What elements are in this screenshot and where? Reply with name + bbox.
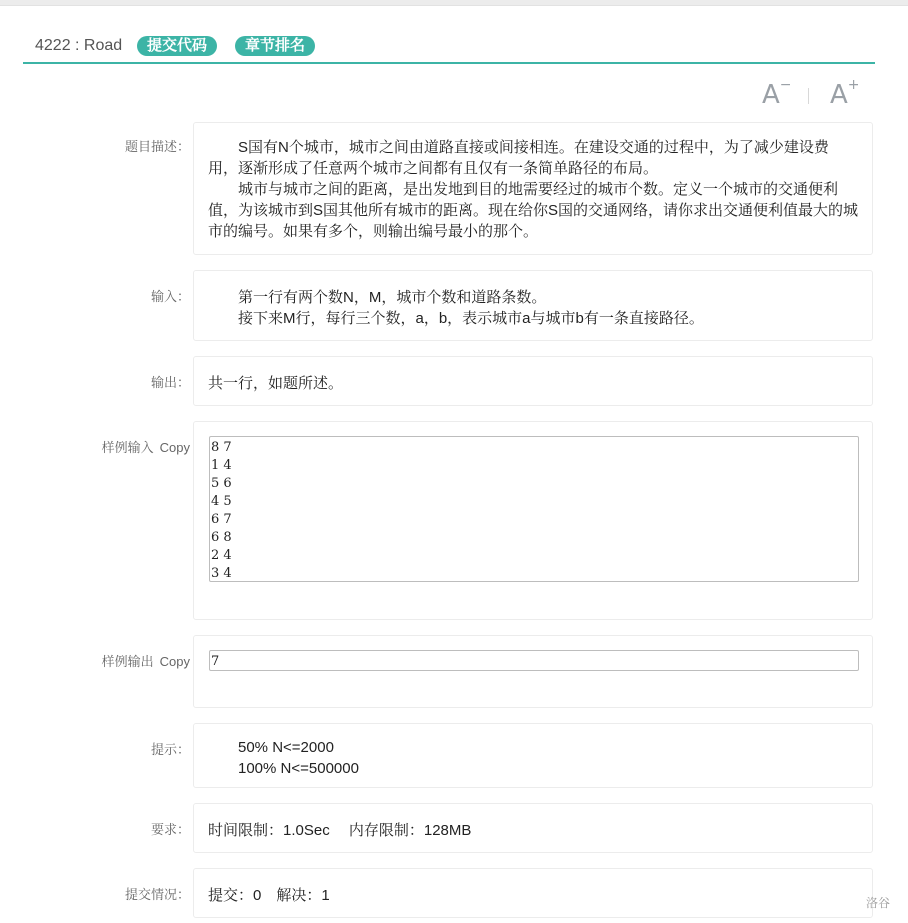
output-text: 共一行，如题所述。 xyxy=(208,375,344,392)
input-line: 接下来M行，每行三个数，a，b，表示城市a与城市b有一条直接路径。 xyxy=(238,310,704,327)
description-label: 题目描述： xyxy=(124,139,190,154)
description-paragraph: 城市与城市之间的距离，是出发地到目的地需要经过的城市个数。定义一个城市的交通便利值，为该城市到S国其他所有城市的距离。现在给你S国的交通网络，请你求出交通便利值最大的城市的编号。如果有多个，则输出编号最小的那个。 xyxy=(208,181,859,240)
stats-panel xyxy=(193,868,873,918)
font-decrease-icon[interactable]: A− xyxy=(762,77,792,110)
font-tools-divider xyxy=(808,88,809,104)
problem-title: 4222 : Road xyxy=(35,37,123,54)
input-panel xyxy=(193,270,873,341)
input-line: 第一行有两个数N，M，城市个数和道路条数。 xyxy=(238,289,547,306)
requirement-text: 时间限制：1.0Sec 内存限制：128MB xyxy=(208,822,472,839)
description-text xyxy=(194,123,872,242)
requirement-panel xyxy=(193,803,873,853)
sample-output-title: 样例输出 xyxy=(101,654,154,669)
sample-input-copy-button[interactable]: Copy xyxy=(159,440,190,455)
sample-input-title: 样例输入 xyxy=(101,440,154,455)
watermark: 洛谷 xyxy=(866,896,891,910)
input-text xyxy=(194,271,872,329)
requirement-label: 要求： xyxy=(150,822,190,837)
problem-header xyxy=(23,34,875,64)
hint-line: 100% N<=500000 xyxy=(238,760,359,777)
sample-output-label xyxy=(60,651,190,670)
hint-panel xyxy=(193,723,873,788)
sample-input-panel xyxy=(193,421,873,620)
submit-code-button[interactable]: 提交代码 xyxy=(137,36,217,56)
output-label: 输出： xyxy=(150,375,190,390)
top-bar xyxy=(0,0,908,6)
font-increase-icon[interactable]: A+ xyxy=(830,77,860,110)
description-paragraph: S国有N个城市，城市之间由道路直接或间接相连。在建设交通的过程中，为了减少建设费用，逐渐形成了任意两个城市之间都有且仅有一条简单路径的布局。 xyxy=(208,139,829,177)
description-panel xyxy=(193,122,873,255)
sample-output-panel xyxy=(193,635,873,708)
sample-output-copy-button[interactable]: Copy xyxy=(159,654,190,669)
stats-text: 提交：0 解决：1 xyxy=(208,887,330,904)
input-label: 输入： xyxy=(150,289,190,304)
sample-input-label xyxy=(60,437,190,456)
hint-text xyxy=(194,724,872,779)
hint-label: 提示： xyxy=(150,742,190,757)
output-panel xyxy=(193,356,873,406)
chapter-ranking-button[interactable]: 章节排名 xyxy=(235,36,315,56)
sample-output-box[interactable]: 7 xyxy=(209,650,859,671)
font-size-tools xyxy=(762,77,862,110)
hint-line: 50% N<=2000 xyxy=(238,739,334,756)
sample-input-box[interactable]: 8 7 1 4 5 6 4 5 6 7 6 8 2 4 3 4 xyxy=(209,436,859,582)
stats-label: 提交情况： xyxy=(124,887,190,902)
